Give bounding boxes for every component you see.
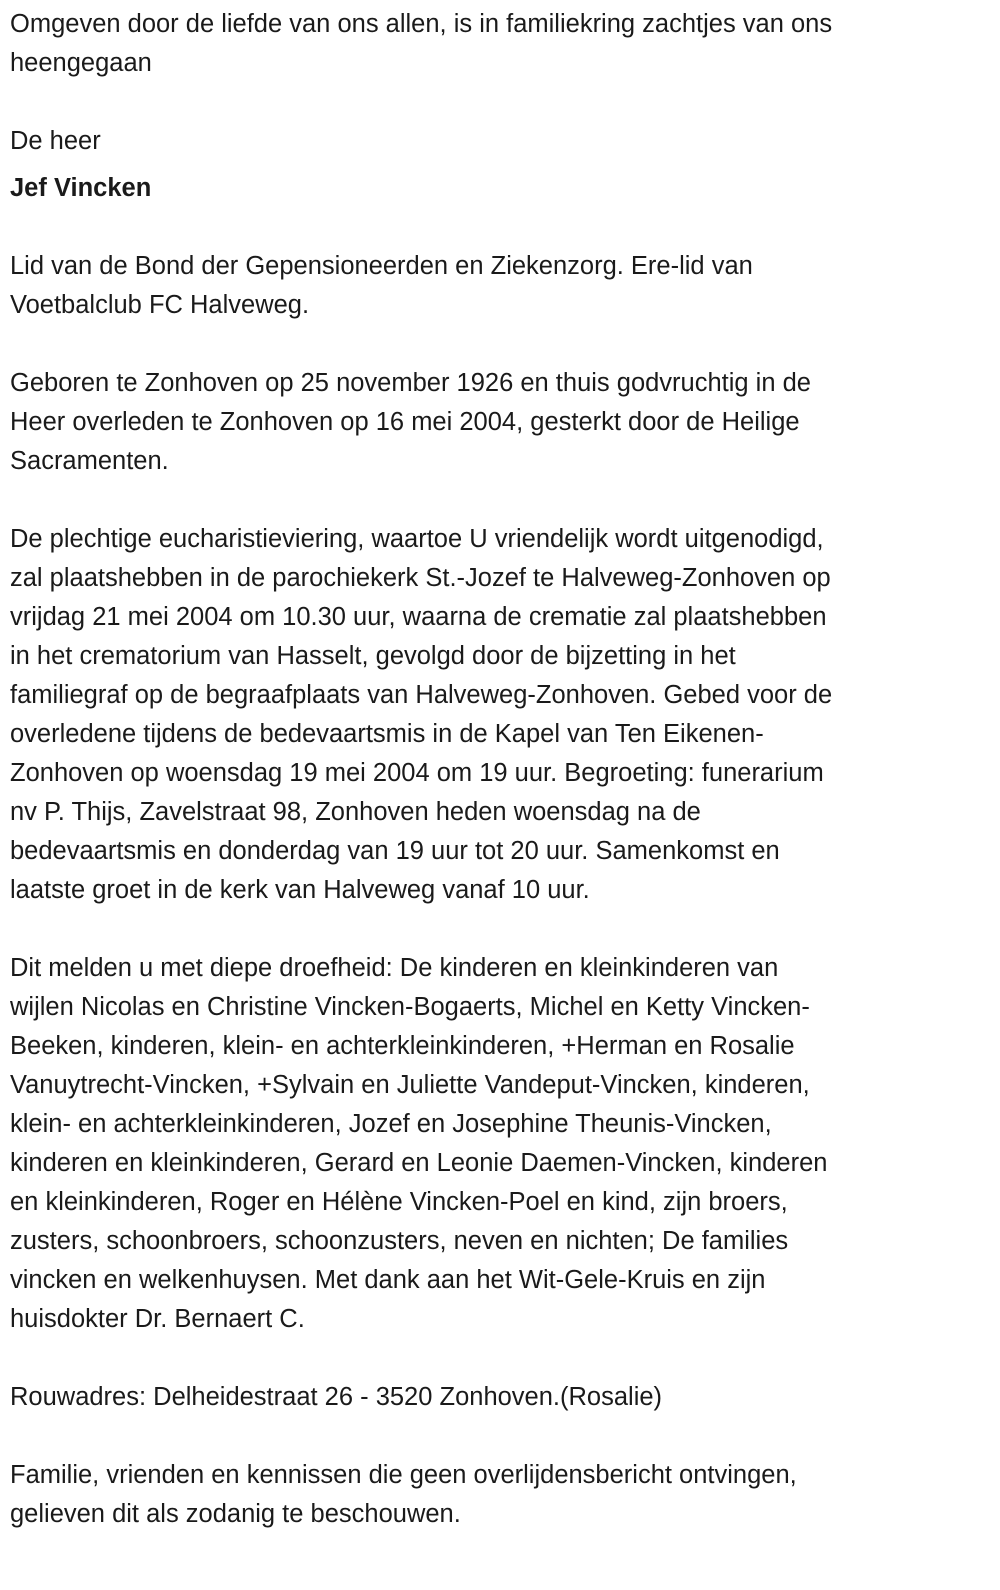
text-line: heengegaan: [10, 49, 152, 77]
text-line: in het crematorium van Hasselt, gevolgd door de bijzetting in het: [10, 642, 736, 670]
text-line: Rouwadres: Delheidestraat 26 - 3520 Zonhoven.(Rosalie): [10, 1383, 663, 1411]
text-line: huisdokter Dr. Bernaert C.: [10, 1305, 305, 1333]
text-line: Lid van de Bond der Gepensioneerden en Ziekenzorg. Ere-lid van: [10, 252, 753, 280]
text-line: wijlen Nicolas en Christine Vincken-Bogaerts, Michel en Ketty Vincken-: [10, 993, 810, 1021]
text-line: laatste groet in de kerk van Halveweg vanaf 10 uur.: [10, 876, 590, 904]
text-line: Dit melden u met diepe droefheid: De kinderen en kleinkinderen van: [10, 954, 779, 982]
text-line: zusters, schoonbroers, schoonzusters, neven en nichten; De families: [10, 1227, 789, 1255]
deceased-name: Jef Vincken: [10, 174, 152, 202]
text-line: familiegraf op de begraafplaats van Halveweg-Zonhoven. Gebed voor de: [10, 681, 833, 709]
membership-paragraph: [10, 247, 1000, 325]
text-line: Sacramenten.: [10, 447, 169, 475]
birth-death-paragraph: [10, 364, 1000, 481]
text-line: Zonhoven op woensdag 19 mei 2004 om 19 uur. Begroeting: funerarium: [10, 759, 824, 787]
text-line: nv P. Thijs, Zavelstraat 98, Zonhoven heden woensdag na de: [10, 798, 701, 826]
text-line: Vanuytrecht-Vincken, +Sylvain en Juliette Vandeput-Vincken, kinderen,: [10, 1071, 810, 1099]
text-line: Voetbalclub FC Halveweg.: [10, 291, 310, 319]
text-line: overledene tijdens de bedevaartsmis in de Kapel van Ten Eikenen-: [10, 720, 764, 748]
text-line: Geboren te Zonhoven op 25 november 1926 en thuis godvruchtig in de: [10, 369, 811, 397]
text-line: Familie, vrienden en kennissen die geen overlijdensbericht ontvingen,: [10, 1461, 797, 1489]
text-line: kinderen en kleinkinderen, Gerard en Leonie Daemen-Vincken, kinderen: [10, 1149, 828, 1177]
closing-paragraph: [10, 1456, 1000, 1534]
salutation: De heer: [10, 127, 101, 155]
text-line: vincken en welkenhuysen. Met dank aan het Wit-Gele-Kruis en zijn: [10, 1266, 766, 1294]
text-line: vrijdag 21 mei 2004 om 10.30 uur, waarna de crematie zal plaatshebben: [10, 603, 827, 631]
text-line: en kleinkinderen, Roger en Hélène Vincken-Poel en kind, zijn broers,: [10, 1188, 788, 1216]
text-line: De plechtige eucharistieviering, waartoe U vriendelijk wordt uitgenodigd,: [10, 525, 824, 553]
text-line: gelieven dit als zodanig te beschouwen.: [10, 1500, 461, 1528]
text-line: bedevaartsmis en donderdag van 19 uur tot 20 uur. Samenkomst en: [10, 837, 780, 865]
ceremony-paragraph: [10, 520, 1000, 910]
intro-paragraph: [10, 5, 1000, 83]
text-line: zal plaatshebben in de parochiekerk St.-Jozef te Halveweg-Zonhoven op: [10, 564, 831, 592]
address-paragraph: [10, 1378, 1000, 1417]
text-line: Beeken, kinderen, klein- en achterkleinkinderen, +Herman en Rosalie: [10, 1032, 795, 1060]
text-line: klein- en achterkleinkinderen, Jozef en Josephine Theunis-Vincken,: [10, 1110, 772, 1138]
family-paragraph: [10, 949, 1000, 1339]
text-line: Heer overleden te Zonhoven op 16 mei 2004, gesterkt door de Heilige: [10, 408, 800, 436]
text-line: Omgeven door de liefde van ons allen, is in familiekring zachtjes van ons: [10, 10, 833, 38]
